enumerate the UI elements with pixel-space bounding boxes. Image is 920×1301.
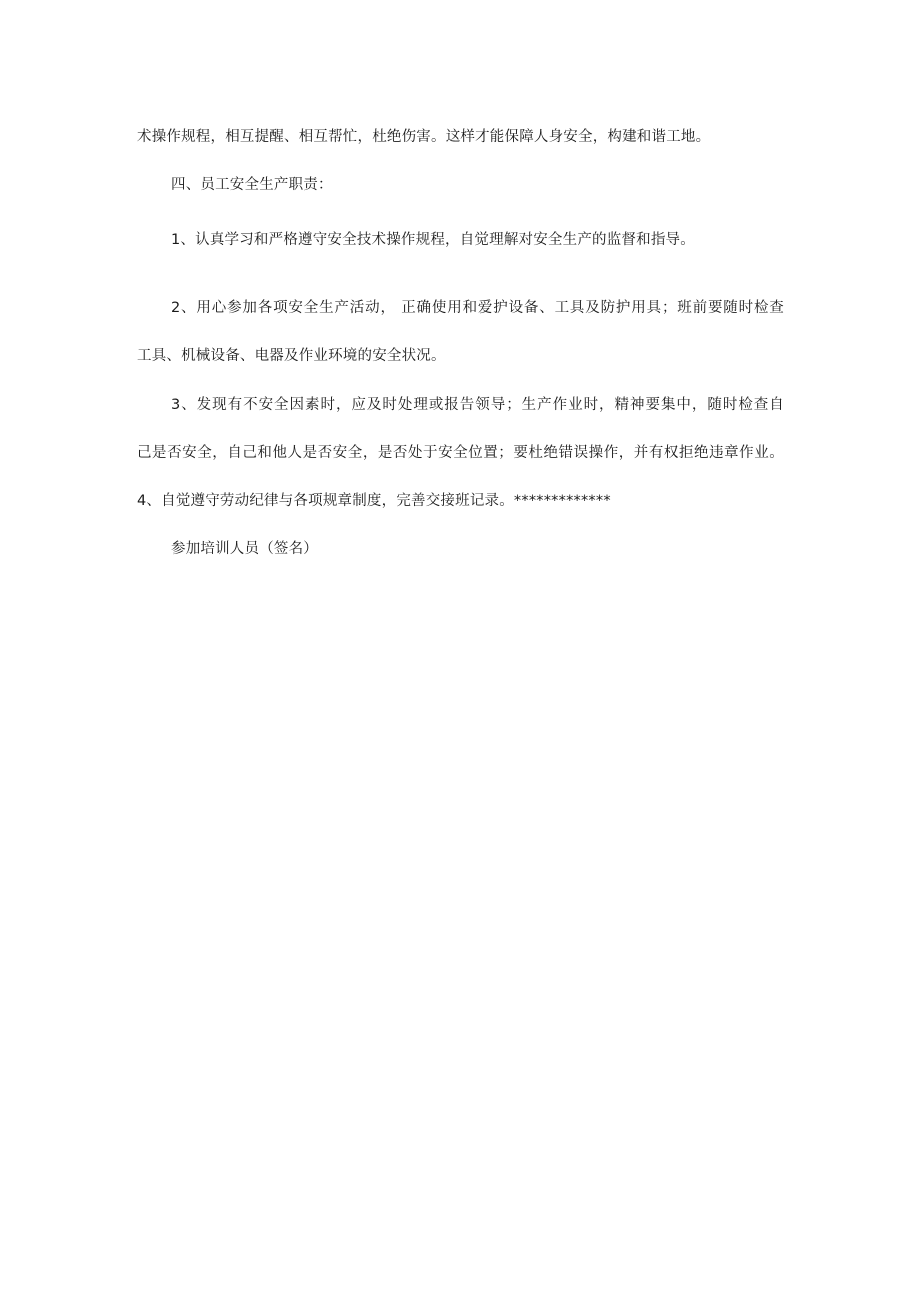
duty-item-2-line-1: 2、用心参加各项安全生产活动， 正确使用和爱护设备、工具及防护用具；班前要随时检查 bbox=[171, 300, 784, 316]
duty-item-4: 4、自觉遵守劳动纪律与各项规章制度，完善交接班记录。************* bbox=[137, 493, 611, 509]
duty-item-3-line-1: 3、发现有不安全因素时，应及时处理或报告领导；生产作业时，精神要集中，随时检查自 bbox=[171, 397, 784, 413]
duty-item-1: 1、认真学习和严格遵守安全技术操作规程，自觉理解对安全生产的监督和指导。 bbox=[171, 232, 695, 248]
paragraph-continuation-line: 术操作规程，相互提醒、相互帮忙，杜绝伤害。这样才能保障人身安全，构建和谐工地。 bbox=[137, 129, 711, 145]
duty-item-2-line-2: 工具、机械设备、电器及作业环境的安全状况。 bbox=[137, 348, 446, 364]
duty-item-3-line-2: 己是否安全，自己和他人是否安全，是否处于安全位置；要杜绝错误操作，并有权拒绝违章作业。 bbox=[137, 445, 784, 461]
signature-label: 参加培训人员（签名） bbox=[171, 541, 318, 557]
section-heading: 四、员工安全生产职责： bbox=[171, 177, 333, 193]
